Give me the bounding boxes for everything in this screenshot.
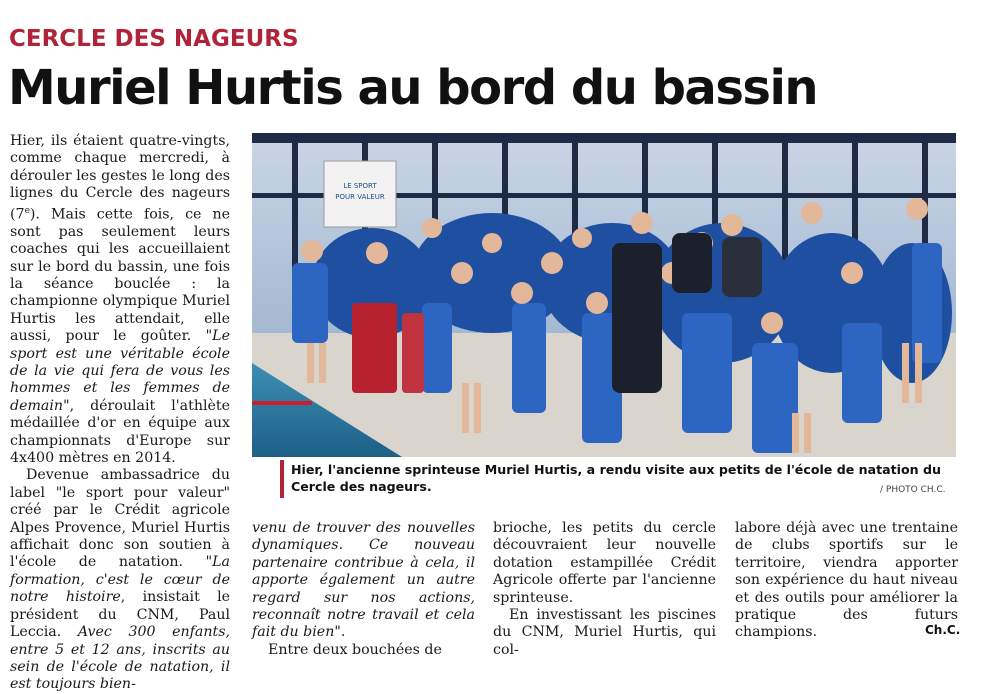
- paragraph-6: En investissant les piscines du CNM, Muriel Hurtis, qui col-: [493, 607, 716, 658]
- quote: La formation, c'est le cœur de notre histoire: [10, 554, 230, 606]
- paragraph-7: labore déjà avec une trentaine de clubs sportifs sur le territoire, viendra apporter son expérience du haut niveau et des outils pour améliorer la pratique des futurs champions.: [735, 520, 958, 641]
- quote: Avec 300 enfants, entre 5 et 12 ans, inscrits au sein de l'école de natation, il est toujours bien-: [10, 624, 231, 693]
- photo-credit: / PHOTO CH.C.: [880, 485, 946, 495]
- text-run: ".: [334, 624, 346, 641]
- article-headline: Muriel Hurtis au bord du bassin: [8, 60, 818, 116]
- swimmers-group-photo: [252, 133, 956, 457]
- superscript: e: [24, 205, 30, 216]
- paragraph-1: [10, 133, 230, 467]
- text-run: Devenue ambassadrice du label "le sport pour valeur" créé par le Crédit agricole Alpes Provence, Muriel Hurtis affichait donc son soutien à l'école de natation. ": [10, 467, 230, 571]
- section-kicker: CERCLE DES NAGEURS: [9, 26, 299, 52]
- paragraph-5: brioche, les petits du cercle découvraient leur nouvelle dotation estampillée Crédit Agricole offerte par l'ancienne sprinteuse.: [493, 520, 716, 606]
- author-signature: Ch.C.: [925, 623, 961, 637]
- text-run: ). Mais cette fois, ce ne sont pas seulement leurs coaches qui les accueillaient sur le bord du bassin, une fois la séance bouclée : la championne olympique Muriel Hurtis les attendait, elle aussi, pour le goûter. ": [10, 206, 230, 345]
- quote: Le sport est une véritable école de la vie qui fera de vous les hommes et les femmes de demain: [10, 328, 230, 414]
- paragraph-3: [252, 520, 475, 642]
- banner-text: LE SPORT: [343, 182, 377, 190]
- article-column-1: [10, 133, 230, 694]
- photo-caption: Hier, l'ancienne sprinteuse Muriel Hurtis, a rendu visite aux petits de l'école de natation du Cercle des nageurs.: [291, 462, 941, 494]
- text-run: Hier, ils étaient quatre-vingts, comme chaque mercredi, à dérouler les gestes le long des lignes du Cercle des nageurs (7: [10, 133, 230, 223]
- svg-text:POUR VALEUR: POUR VALEUR: [335, 193, 385, 201]
- article-photo: [252, 133, 956, 457]
- quote: venu de trouver des nouvelles dynamiques. Ce nouveau partenaire contribue à cela, il apporte également un autre regard sur nos actions, reconnaît notre travail et cela fait du bien: [252, 520, 475, 641]
- article-column-3: [493, 520, 716, 659]
- text-run: ", déroulait l'athlète médaillée d'or en équipe aux championnats d'Europe sur 4x400 mètres en 2014.: [10, 397, 230, 467]
- article-column-2: [252, 520, 475, 659]
- text-run: , insistait le président du CNM, Paul Leccia.: [10, 589, 231, 641]
- paragraph-2: [10, 467, 230, 693]
- paragraph-4: Entre deux bouchées de: [268, 641, 442, 658]
- caption-accent-bar: [280, 460, 284, 498]
